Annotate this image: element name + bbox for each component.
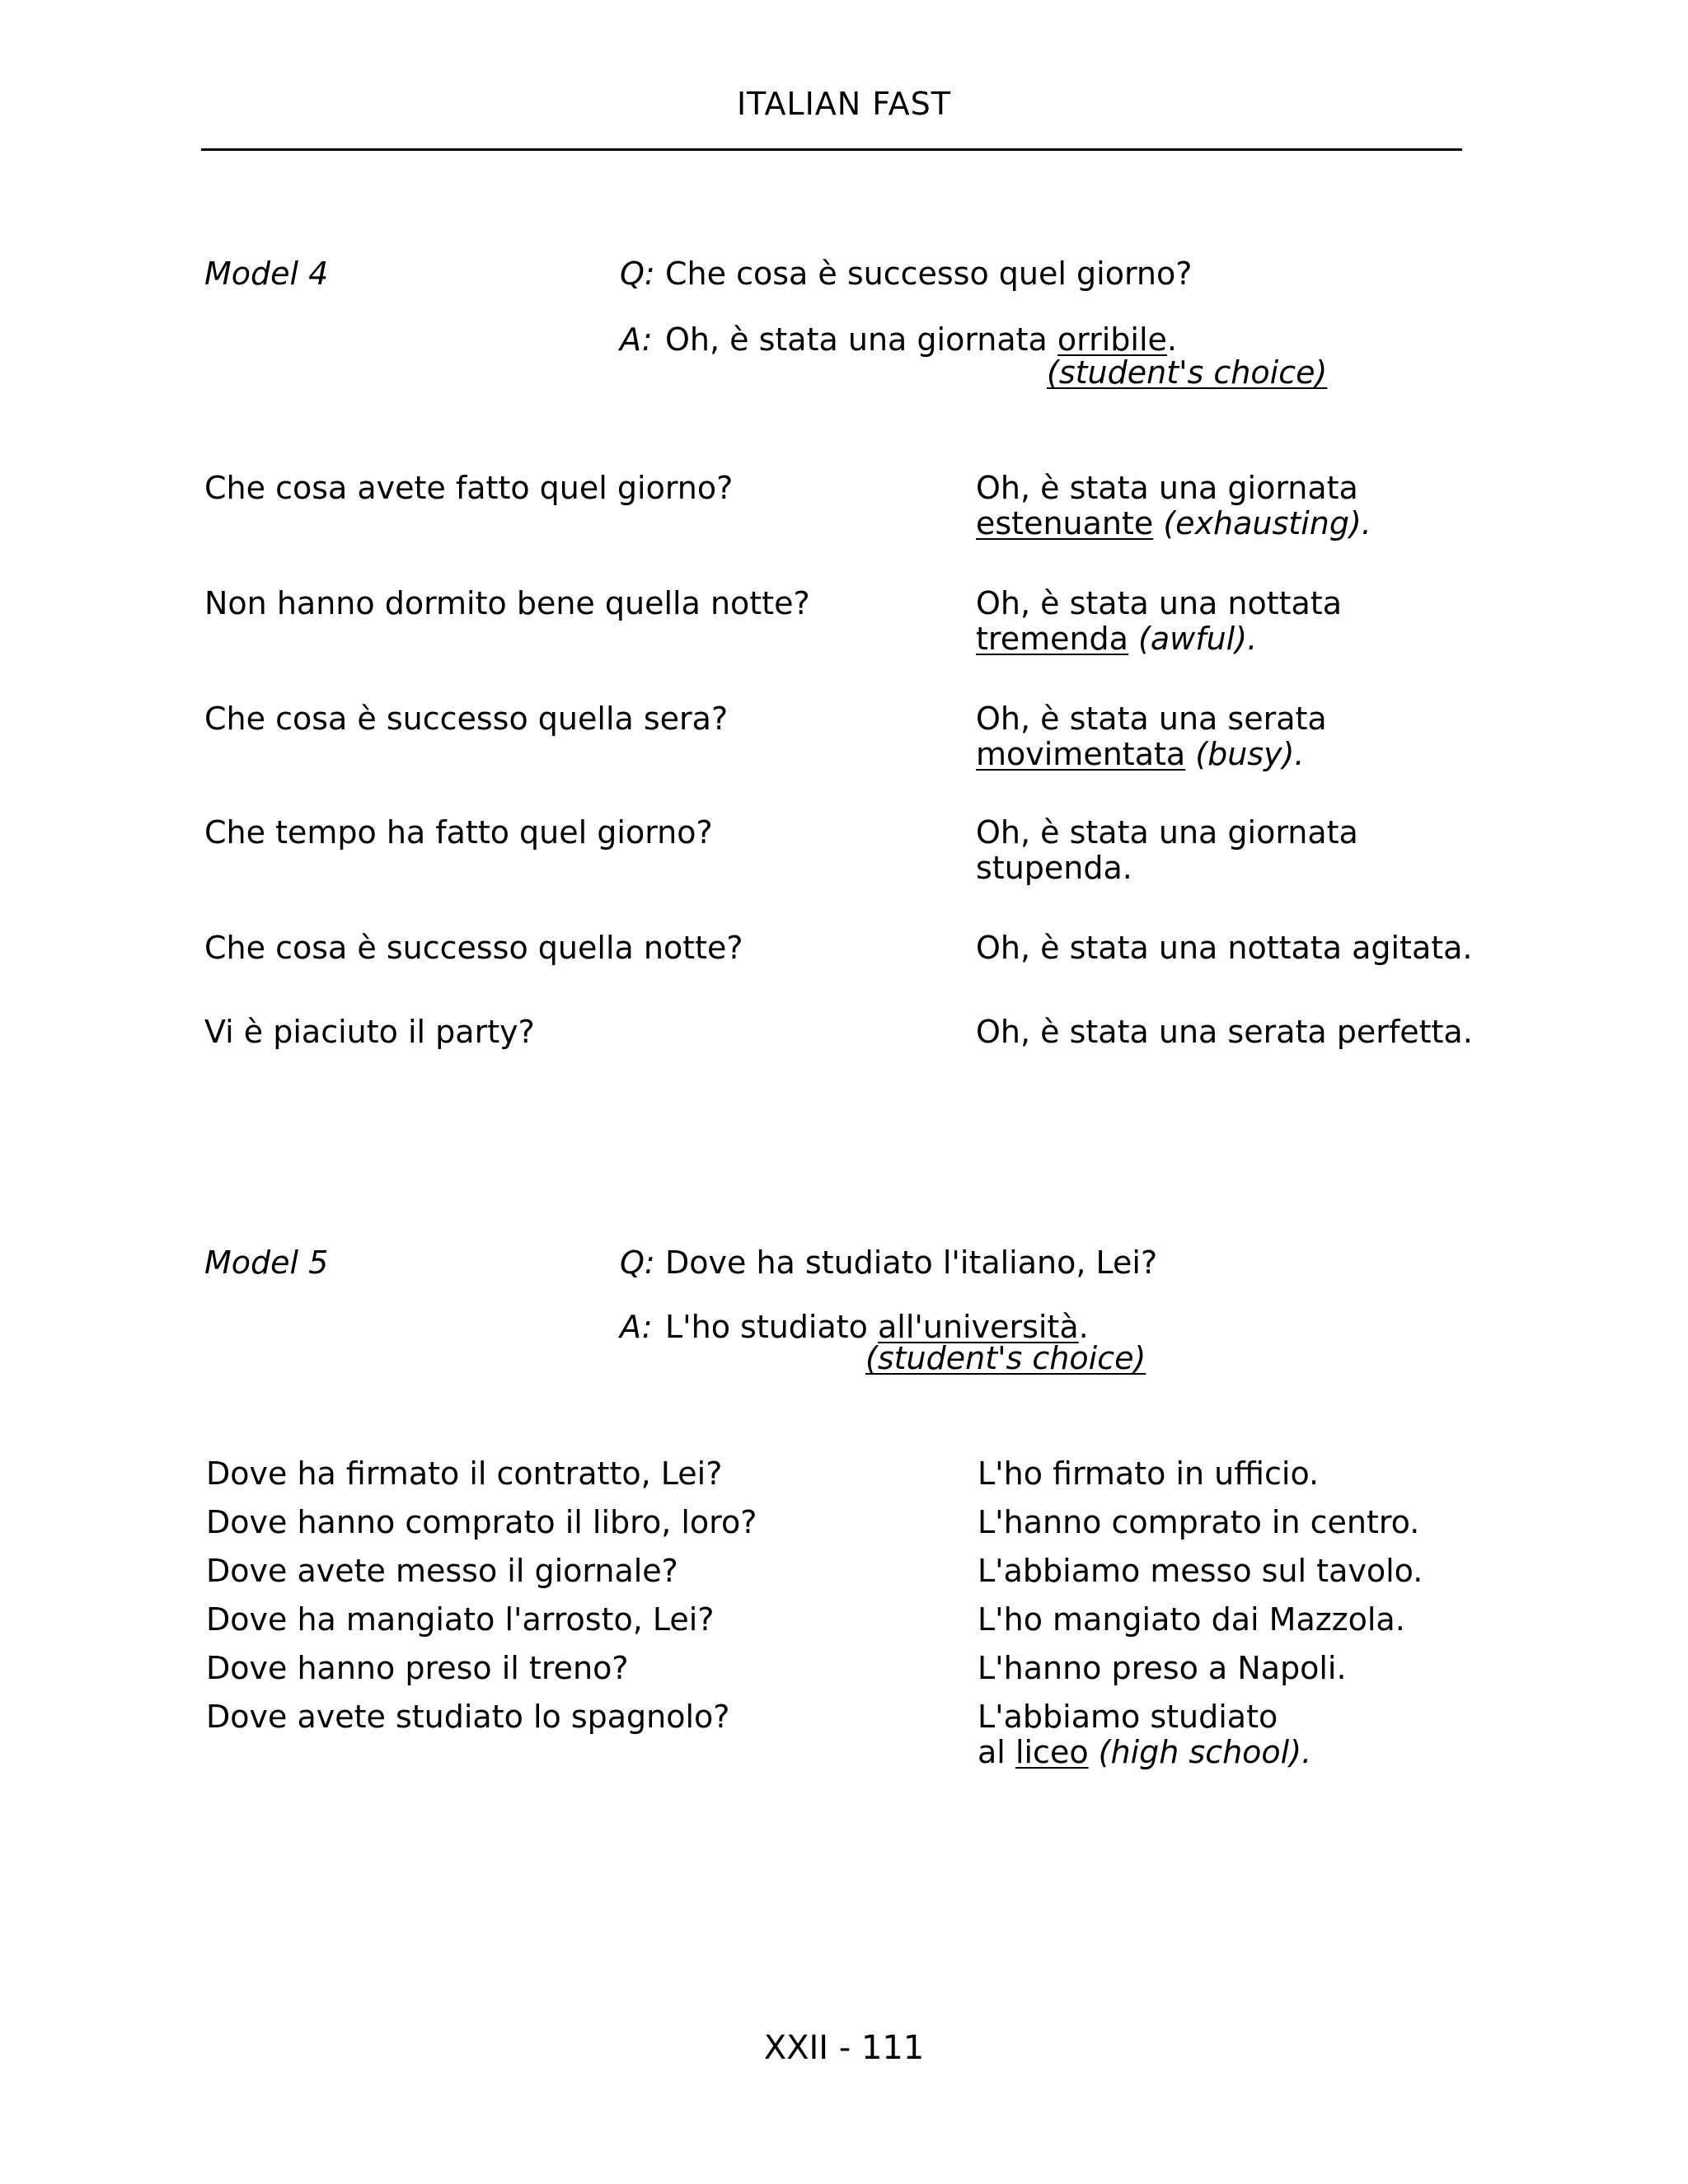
answer-underlined: estenuante — [976, 505, 1154, 541]
model4-answer-end: . — [1166, 321, 1178, 358]
model5-answer-start: L'ho studiato — [665, 1309, 879, 1345]
model5-label: Model 5 — [204, 1244, 329, 1281]
header-divider — [201, 148, 1462, 151]
model4-item-question: Che cosa è successo quella sera? — [204, 701, 729, 737]
model5-item-question: Dove ha firmato il contratto, Lei? — [206, 1455, 723, 1492]
model5-item-answer: L'hanno preso a Napoli. — [978, 1650, 1347, 1686]
answer-gloss: (awful). — [1128, 621, 1258, 657]
answer-line2-start: al — [978, 1734, 1015, 1770]
model5-item-answer: L'hanno comprato in centro. — [978, 1504, 1420, 1540]
model5-question: Dove ha studiato l'italiano, Lei? — [665, 1244, 1158, 1281]
answer-underlined: movimentata — [976, 736, 1186, 772]
model4-answer-line — [620, 323, 1177, 358]
model4-choice-note: (student's choice) — [1047, 354, 1328, 391]
model4-item-answer-line2 — [976, 622, 1257, 657]
answer-prefix: A: — [620, 1309, 653, 1345]
model4-answer-start: Oh, è stata una giornata — [665, 321, 1057, 358]
model5-choice-note: (student's choice) — [865, 1340, 1146, 1376]
model4-item-question: Che cosa è successo quella notte? — [204, 930, 743, 966]
model5-item-answer: L'ho mangiato dai Mazzola. — [978, 1601, 1405, 1638]
model5-item-question: Dove avete messo il giornale? — [206, 1553, 678, 1589]
question-prefix: Q: — [620, 255, 655, 292]
model4-item-answer-line2 — [976, 738, 1304, 772]
model4-item-answer: Oh, è stata una nottata — [976, 585, 1342, 621]
model4-question: Che cosa è successo quel giorno? — [665, 255, 1193, 292]
model4-label: Model 4 — [204, 255, 329, 292]
model5-answer-end: . — [1078, 1309, 1089, 1345]
model4-answer-underlined: orribile — [1057, 321, 1167, 358]
model4-item-answer: Oh, è stata una giornata — [976, 470, 1358, 506]
answer-gloss: (exhausting). — [1153, 505, 1372, 541]
model5-item-answer: L'abbiamo messo sul tavolo. — [978, 1553, 1423, 1589]
model5-question-line — [620, 1246, 1157, 1281]
answer-gloss: (high school). — [1088, 1734, 1312, 1770]
answer-underlined: tremenda — [976, 621, 1128, 657]
model4-item-answer-line2 — [976, 507, 1372, 541]
answer-gloss: (busy). — [1185, 736, 1305, 772]
model5-item-answer-line2 — [978, 1736, 1311, 1770]
model5-item-question: Dove avete studiato lo spagnolo? — [206, 1699, 730, 1735]
model5-answer-underlined: all'università — [878, 1309, 1079, 1345]
question-prefix: Q: — [620, 1244, 655, 1281]
answer-underlined: liceo — [1015, 1734, 1089, 1770]
model5-item-answer: L'ho firmato in ufficio. — [978, 1455, 1320, 1492]
model4-item-question: Che tempo ha fatto quel giorno? — [204, 814, 713, 851]
model5-item-question: Dove hanno preso il treno? — [206, 1650, 629, 1686]
model4-item-question: Vi è piaciuto il party? — [204, 1014, 535, 1050]
model5-item-question: Dove ha mangiato l'arrosto, Lei? — [206, 1601, 715, 1638]
model4-item-answer: Oh, è stata una giornata — [976, 814, 1358, 851]
model4-item-answer: Oh, è stata una serata perfetta. — [976, 1014, 1473, 1050]
model5-item-answer: L'abbiamo studiato — [978, 1699, 1278, 1735]
page-number: XXII - 111 — [763, 2029, 925, 2067]
model4-question-line — [620, 257, 1192, 292]
model4-item-answer-line2: stupenda. — [976, 850, 1132, 886]
answer-prefix: A: — [620, 321, 653, 358]
model4-item-question: Che cosa avete fatto quel giorno? — [204, 470, 734, 506]
model4-item-answer: Oh, è stata una serata — [976, 701, 1327, 737]
model4-item-answer: Oh, è stata una nottata agitata. — [976, 930, 1473, 966]
model5-item-question: Dove hanno comprato il libro, loro? — [206, 1504, 757, 1540]
model4-item-question: Non hanno dormito bene quella notte? — [204, 585, 810, 621]
page-header-title: ITALIAN FAST — [736, 86, 952, 122]
